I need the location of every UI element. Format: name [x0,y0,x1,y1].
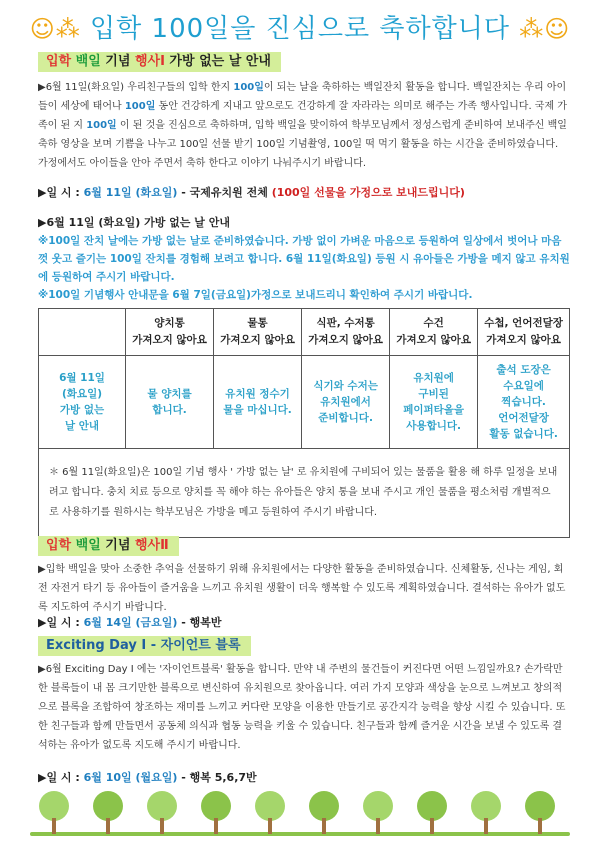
cell-text: 식기와 수저는 유치원에서 준비합니다. [313,380,378,424]
table-note-row [39,449,570,538]
row-label-text: 6월 11일 (화요일) 가방 없는 날 안내 [59,372,105,432]
header-cell-text: 물통 가져오지 않아요 [220,317,295,346]
header-text: 행사Ⅱ [134,538,169,553]
date-label: ▶일 시 : [38,771,84,784]
table-row-label [39,356,126,449]
smiley-sparkle-icon: ☺⁂ [29,15,81,43]
section1-dateline [38,184,465,202]
event-target: - 행복 5,6,7반 [177,771,257,784]
tree-icon [142,790,182,836]
table-header-cell [126,309,214,356]
section2-paragraph: ▶입학 백일을 맞아 소중한 추억을 선물하기 위해 유치원에서는 다양한 활동을 준비하였습니다. 신체활동, 신나는 게임, 회전 자전거 타기 등 유아들이 즐거움을 느끼고 유치원 생활이 더욱 행복할 수 있도록 계획하였습니다. 결석하는 유아가 없도록 지도하여 주시기 바랍니다. [38,564,566,613]
header-cell-text: 수건 가져오지 않아요 [396,317,471,346]
table-cell [302,356,390,449]
header-cell-text: 양치통 가져오지 않아요 [132,317,207,346]
header-text: 백일 [75,538,101,553]
table-header-cell [302,309,390,356]
header-text: 가방 없는 날 안내 [164,54,271,69]
event-target: - 국제유치원 전체 [177,186,272,199]
event-date: 6월 11일 (화요일) [83,186,178,199]
no-bag-day-subheading: ▶6월 11일 (화요일) 가방 없는 날 안내 [38,216,230,229]
cell-text: 출석 도장은 수요일에 찍습니다. 언어전달장 활동 없습니다. [489,364,558,440]
section2-dateline [38,614,222,632]
header-text: 입학 [46,538,76,553]
header-cell-text: 수첩, 언어전달장 가져오지 않아요 [484,317,563,346]
tree-icon [358,790,398,836]
header-text: Exciting Day Ⅰ - 자이언트 블록 [46,638,241,653]
table-header-cell [390,309,478,356]
tree-icon [196,790,236,836]
event-target: - 행복반 [177,616,222,629]
tree-icon [412,790,452,836]
header-text: 행사Ⅰ [134,54,165,69]
no-bag-day-table [38,308,570,538]
section2-header [38,536,179,556]
table-cell [214,356,302,449]
section1-paragraph [38,78,570,173]
header-text: 기념 [100,538,135,553]
cell-text: 유치원 정수기 물을 마십니다. [223,388,292,416]
paragraph-text: ▶6월 11일(화요일) 우리친구들의 입학 한지 [38,82,234,93]
tree-icon [466,790,506,836]
table-header-cell [39,309,126,356]
notice-item: ※100일 기념행사 안내문을 6월 7일(금요일)가정으로 보내드리니 확인하여 주시기 바랍니다. [38,289,473,301]
event-date: 6월 14일 (금요일) [83,616,178,629]
table-cell [126,356,214,449]
highlight-text: 100일 [124,101,156,112]
table-note: ＊ 6월 11일(화요일)은 100일 기념 행사 ' 가방 없는 날' 로 유치원에 구비되어 있는 물품을 활용 해 하루 일정을 보내려고 합니다. 충치 치료 등으로 양치를 꼭 해야 하는 유아들은 양치 통을 보내 주시고 개인 물품을 평소처럼 개별적으로 사용하기를 원하시는 학부모님은 가방을 메고 등원하여 주시기 바랍니다. [39,449,570,538]
tree-icon [520,790,560,836]
table-header-row [39,309,570,356]
paragraph-text: 이 된 것을 진심으로 축하하며, 입학 백일을 맞이하여 학부모님께서 정성스럽게 준비하여 보내주신 백일 축하 영상을 보며 기쁨을 나누고 100일 선물 받기 100일 기념촬영, 100일 떡 먹기 활동을 하는 시간을 준비하였습니다. 가정에서도 아이들을 안아 주면서 축하 한다고 이야기 나눠주시기 바랍니다. [38,120,567,169]
page-title-text: 입학 100일을 진심으로 축하합니다 [90,14,510,44]
header-cell-text: 식판, 수저통 가져오지 않아요 [308,317,383,346]
section3-dateline [38,769,257,787]
tree-icon [250,790,290,836]
highlight-text: 100일 [86,120,117,131]
header-text: 백일 [75,54,101,69]
notice-list [38,232,570,304]
cell-text: 물 양치를 합니다. [147,388,192,416]
table-cell [478,356,570,449]
cell-text: 유치원에 구비된 페이퍼타올을 사용합니다. [403,372,465,432]
notice-item: ※100일 잔치 날에는 가방 없는 날로 준비하였습니다. 가방 없이 가벼운 마음으로 등원하여 일상에서 벗어나 마음껏 웃고 즐기는 100일 잔치를 경험해 보려고 합니다. 6월 11일(화요일) 등원 시 유아들은 가방을 메지 않고 유치원에 등원하여 주시기 바랍니다. [38,235,570,283]
section3-header [38,636,251,656]
page-title [0,8,600,45]
tree-icon [34,790,74,836]
table-row [39,356,570,449]
header-text: 입학 [46,54,76,69]
highlight-text: 100일 [233,82,264,93]
date-label: ▶일 시 : [38,616,84,629]
table-header-cell [478,309,570,356]
section1-header [38,52,281,72]
smiley-sparkle-icon: ⁂☺ [519,15,571,43]
paragraph-text: 동안 건강하게 지내고 앞으로도 건강하게 잘 자라라는 의미로 해주는 가족 행사입니다. 국제 가족이 된 지 [38,101,567,131]
section3-paragraph: ▶6월 Exciting Day I 에는 '자이언트블록' 활동을 합니다. 만약 내 주변의 물건들이 커진다면 어떤 느낌일까요? 손가락만한 블록들이 내 몸 크기만한 블록으로 변신하여 유치원으로 찾아옵니다. 여러 가지 모양과 색상을 눈으로 느껴보고 창의적으로 블록을 조합하여 창조하는 재미를 느끼고 커다란 모양을 이용한 만들기로 공간지각 능력을 향상 시킬 수 있습니다. 또한 친구들과 함께 만들면서 공동체 의식과 협동 능력을 키울 수 있습니다. 친구들과 함께 즐거운 시간을 보낼 수 있도록 결석하는 유아가 없도록 지도해 주시기 바랍니다. [38,664,566,751]
event-date: 6월 10일 (월요일) [83,771,178,784]
tree-icon [304,790,344,836]
tree-icon [88,790,128,836]
table-header-cell [214,309,302,356]
header-text: 기념 [100,54,135,69]
date-label: ▶일 시 : [38,186,84,199]
table-cell [390,356,478,449]
event-note: (100일 선물을 가정으로 보내드립니다) [271,186,465,199]
paragraph-text: 이 되는 날을 축하하는 백일잔치 활동을 합니다. 백일잔치는 우리 아이들이 세상에 태어나 [38,82,567,112]
